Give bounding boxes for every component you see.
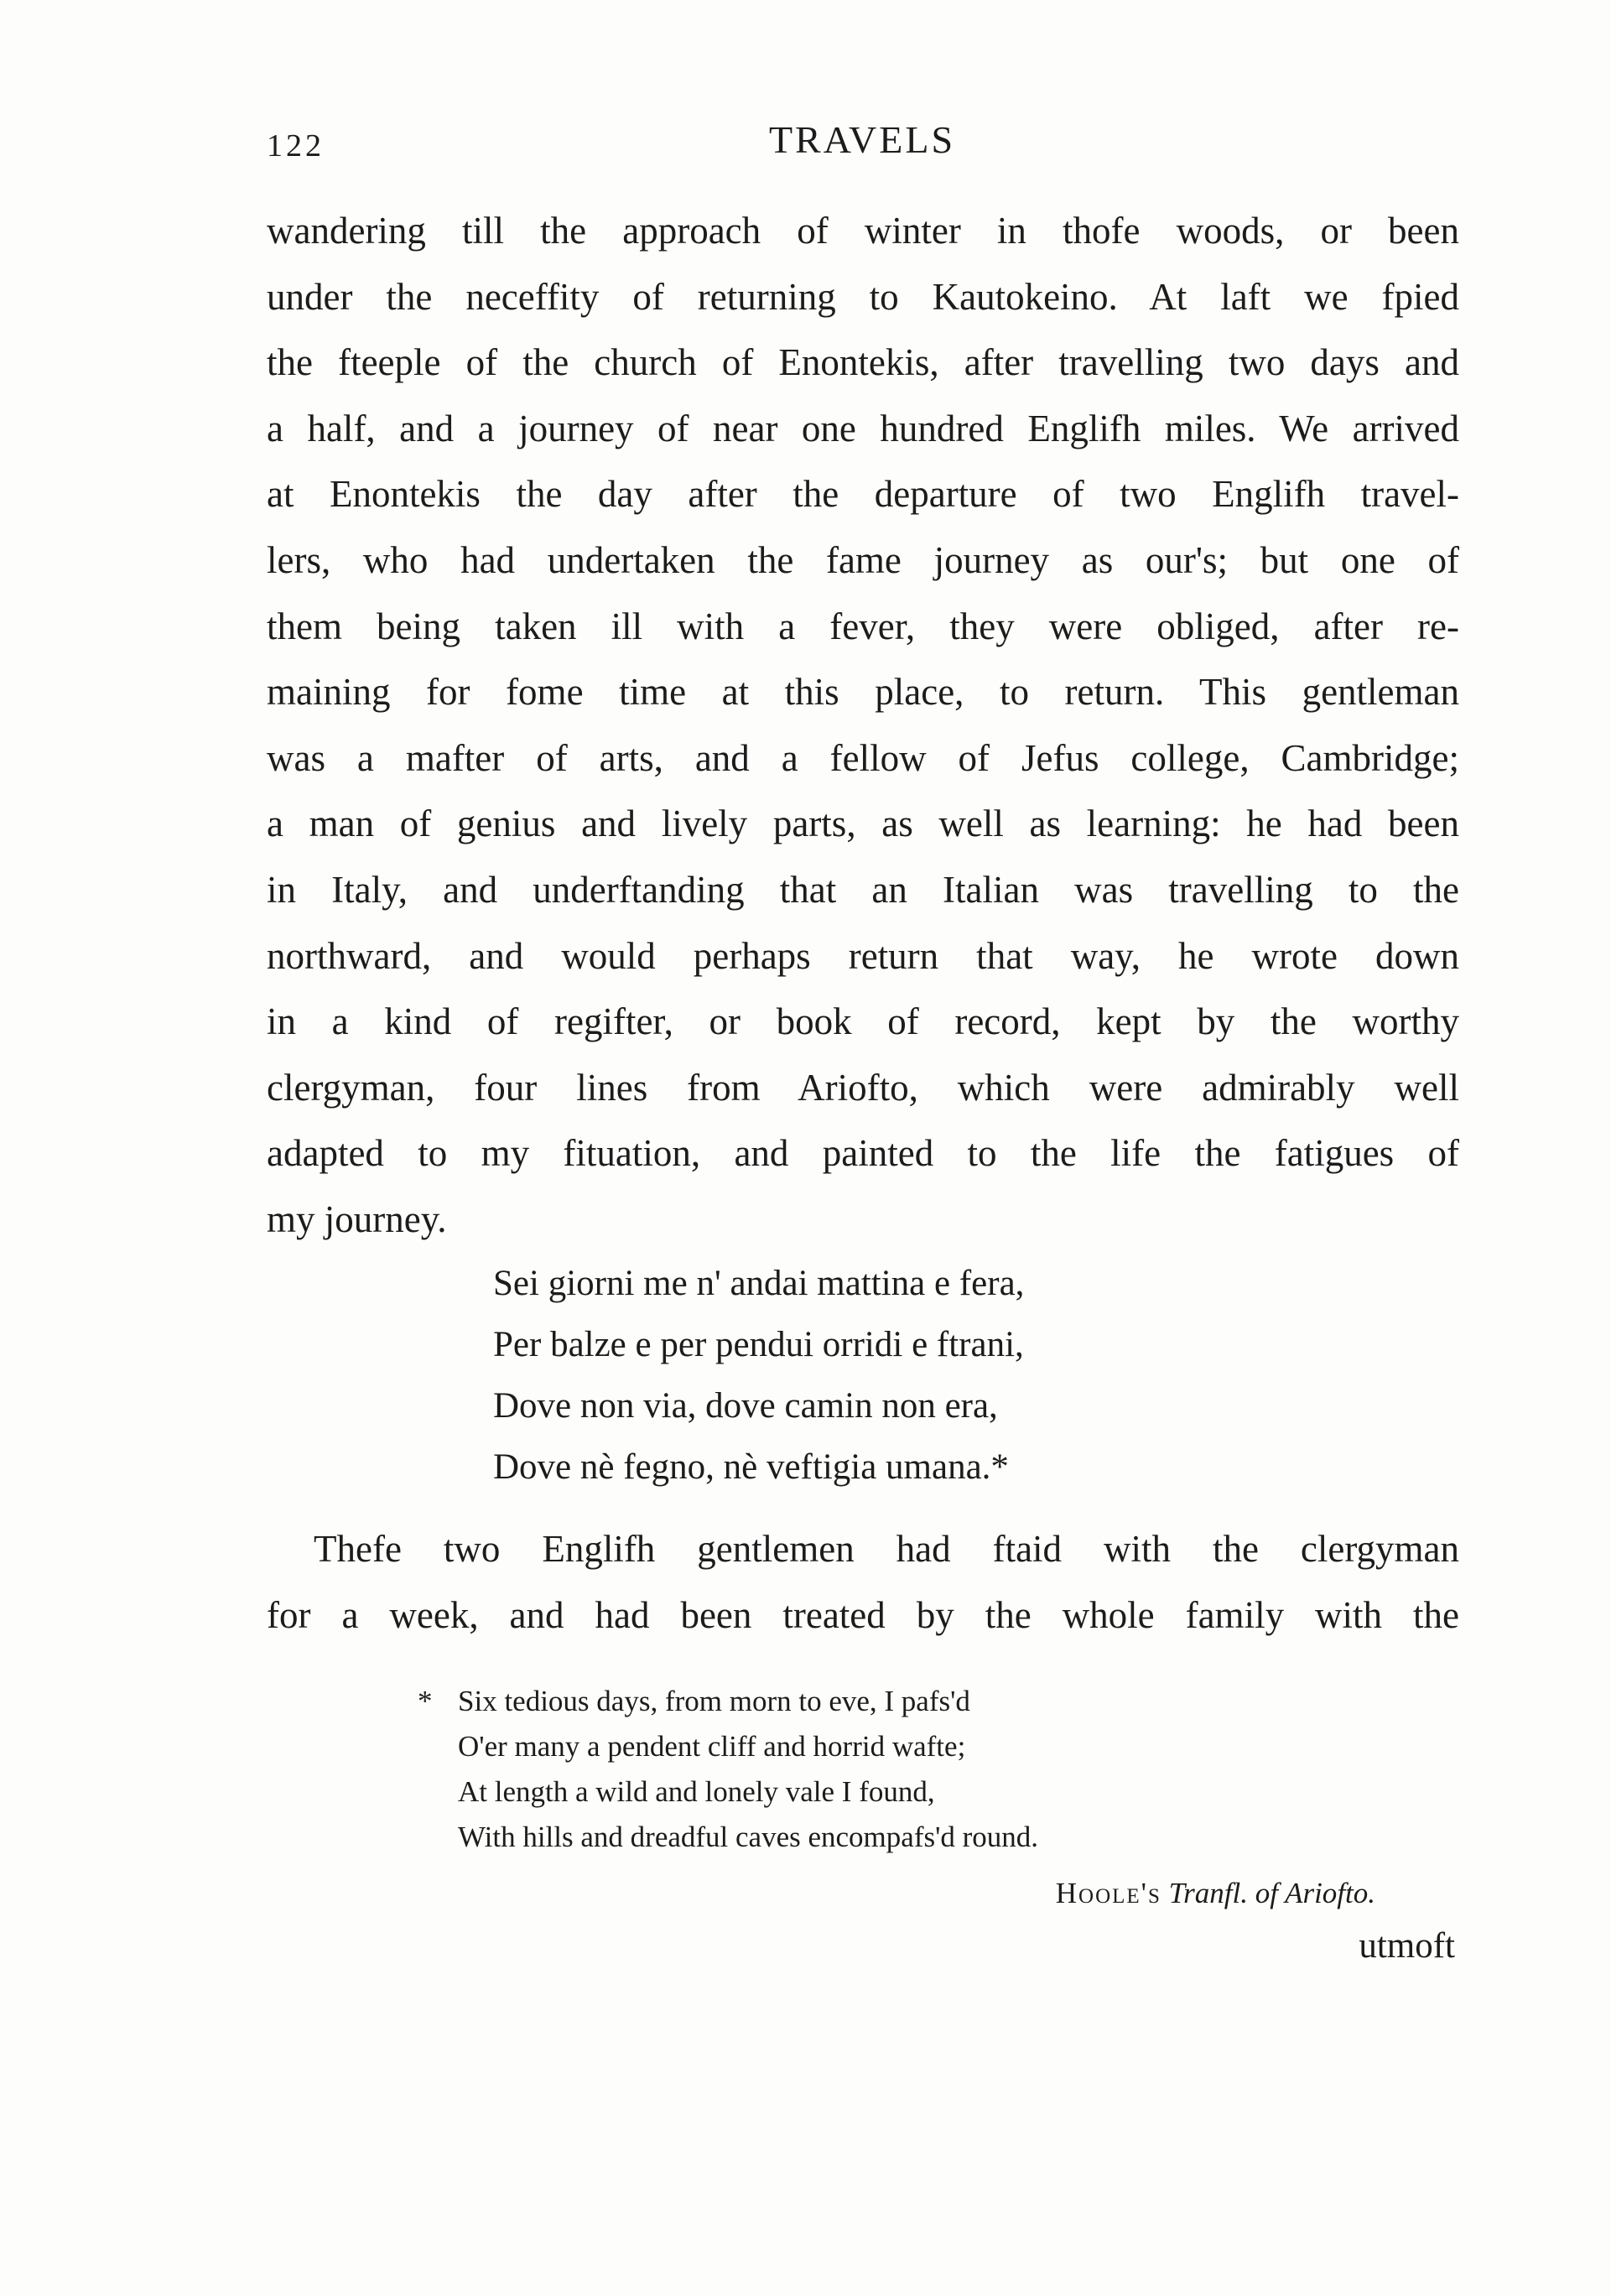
catchword: utmoft <box>1359 1926 1455 1966</box>
text-line: for a week, and had been treated by the whole family with the <box>267 1593 1459 1636</box>
text-line: a half, and a journey of near one hundred Englifh miles. We arrived <box>267 407 1459 449</box>
verse-line: Dove nè fegno, nè veftigia umana.* <box>493 1447 1009 1487</box>
verse-line: Dove non via, dove camin non era, <box>493 1386 998 1426</box>
verse-line: Per balze e per pendui orridi e ftrani, <box>493 1325 1024 1364</box>
verse-quotation <box>493 1253 1024 1498</box>
page-number: 122 <box>267 128 325 164</box>
footnote-line: At length a wild and lonely vale I found, <box>458 1775 935 1808</box>
footnote-credit <box>1056 1877 1375 1910</box>
text-line: was a mafter of arts, and a fellow of Jefus college, Cambridge; <box>267 736 1459 779</box>
text-line: clergyman, four lines from Ariofto, which were admirably well <box>267 1066 1459 1109</box>
text-line: maining for fome time at this place, to return. This gentleman <box>267 671 1459 714</box>
verse-line: Sei giorni me n' andai mattina e fera, <box>493 1264 1025 1303</box>
text-line: a man of genius and lively parts, as well as learning: he had been <box>267 803 1459 845</box>
text-line: in a kind of regifter, or book of record, kept by the worthy <box>267 1000 1459 1043</box>
credit-work: Tranfl. of Ariofto. <box>1168 1877 1375 1909</box>
footnote-line <box>419 1679 1375 1724</box>
footnote-line: O'er many a pendent cliff and horrid wafte; <box>458 1730 966 1763</box>
text-line: northward, and would perhaps return that way, he wrote down <box>267 934 1459 977</box>
text-line: the fteeple of the church of Enontekis, after travelling two days and <box>267 341 1459 384</box>
running-head <box>267 117 1458 176</box>
text-line: in Italy, and underftanding that an Italian was travelling to the <box>267 868 1459 911</box>
text-line: them being taken ill with a fever, they were obliged, after re- <box>267 605 1459 647</box>
header-title: TRAVELS <box>768 118 956 161</box>
footnote-line: With hills and dreadful caves encompafs'd round. <box>458 1821 1039 1853</box>
text-line: wandering till the approach of winter in thofe woods, or been <box>267 210 1459 252</box>
paragraph-1 <box>267 198 1459 1253</box>
text-line: at Enontekis the day after the departure of two Englifh travel- <box>267 473 1459 516</box>
text-line: my journey. <box>267 1197 447 1240</box>
credit-name: Hoole's <box>1055 1877 1161 1909</box>
footnote <box>419 1679 1375 1860</box>
text-line: lers, who had undertaken the fame journey as our's; but one of <box>267 538 1459 581</box>
footnote-text: Six tedious days, from morn to eve, I pafs'd <box>458 1685 970 1717</box>
text-line: adapted to my fituation, and painted to the life the fatigues of <box>267 1132 1459 1175</box>
text-line: Thefe two Englifh gentlemen had ftaid with the clergyman <box>314 1528 1459 1570</box>
paragraph-2 <box>267 1516 1459 1648</box>
footnote-marker: * <box>418 1685 433 1717</box>
text-line: under the neceffity of returning to Kautokeino. At laft we fpied <box>267 275 1459 318</box>
